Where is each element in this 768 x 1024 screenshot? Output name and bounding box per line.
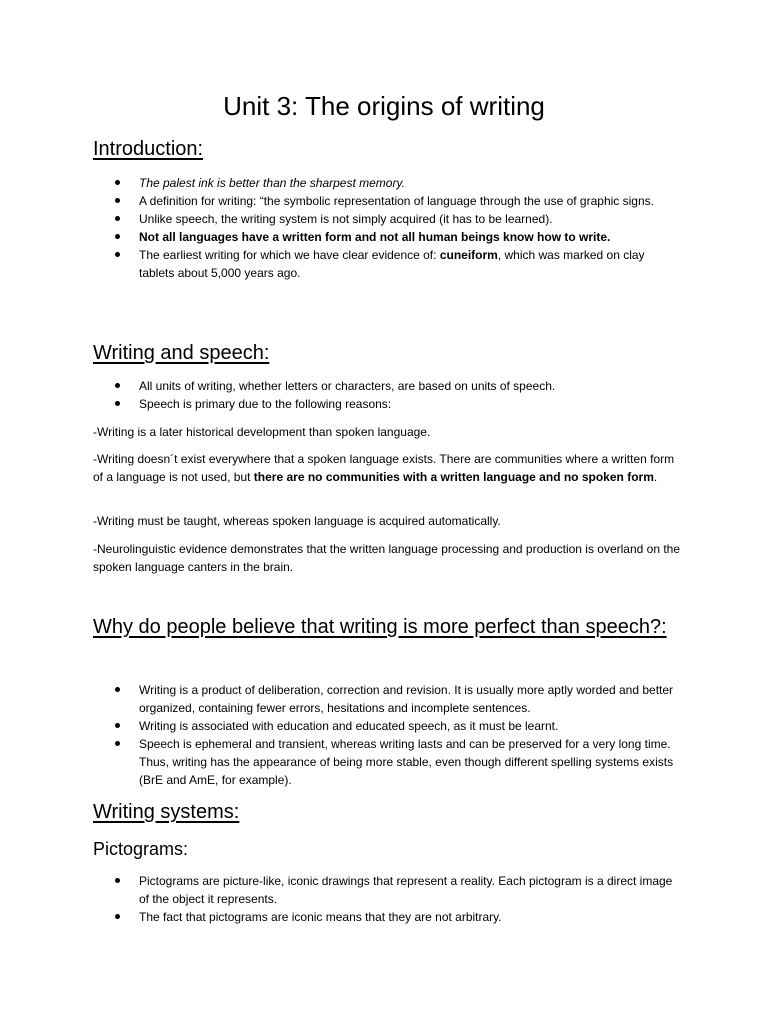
pictograms-list: [139, 872, 679, 926]
list-item-text: , which was marked on clay tablets about 5,000 years ago.: [139, 248, 645, 280]
list-item: Pictograms are picture-like, iconic drawings that represent a reality. Each pictogram is a direct image of the object it represents.: [139, 872, 679, 908]
section-heading-introduction: Introduction:: [93, 138, 204, 160]
why-list: [139, 681, 679, 789]
page-title: Unit 3: The origins of writing: [223, 91, 545, 121]
section-heading-writing-systems: Writing systems:: [93, 801, 240, 823]
paragraph: [93, 450, 683, 486]
list-item: Unlike speech, the writing system is not simply acquired (it has to be learned).: [139, 210, 679, 228]
paragraph: -Writing is a later historical development than spoken language.: [93, 425, 431, 439]
list-item: All units of writing, whether letters or characters, are based on units of speech.: [139, 377, 679, 395]
list-item: Speech is ephemeral and transient, whereas writing lasts and can be preserved for a very long time. Thus, writing has the appearance of being more stable, even though different spelling systems exists (BrE and AmE, for example).: [139, 735, 679, 789]
list-item: Writing is a product of deliberation, correction and revision. It is usually more aptly worded and better organized, containing fewer errors, hesitations and incomplete sentences.: [139, 681, 679, 717]
paragraph: -Writing must be taught, whereas spoken language is acquired automatically.: [93, 514, 501, 528]
paragraph: -Neurolinguistic evidence demonstrates that the written language processing and production is overland on the spoken language canters in the brain.: [93, 542, 681, 574]
list-item: A definition for writing: “the symbolic representation of language through the use of graphic signs.: [139, 192, 679, 210]
list-item: Not all languages have a written form and not all human beings know how to write.: [139, 228, 679, 246]
list-item-text: The earliest writing for which we have clear evidence of:: [139, 248, 440, 262]
introduction-list: [139, 174, 679, 282]
section-heading-writing-and-speech: Writing and speech:: [93, 342, 270, 364]
emphasis-text: cuneiform: [439, 248, 498, 262]
paragraph-text: -Writing doesn´t exist everywhere that a spoken language exists. There are communities where a written form of a language is not used, but: [93, 452, 675, 484]
emphasis-text: there are no communities with a written language and no spoken form: [253, 470, 654, 484]
paragraph-text: .: [653, 470, 658, 484]
list-item: [139, 246, 679, 282]
writing-speech-list: [139, 377, 679, 413]
list-item: Writing is associated with education and educated speech, as it must be learnt.: [139, 717, 679, 735]
section-heading-why-writing-more-perfect: Why do people believe that writing is more perfect than speech?:: [93, 616, 667, 638]
list-item: The fact that pictograms are iconic means that they are not arbitrary.: [139, 908, 679, 926]
list-item: The palest ink is better than the sharpest memory.: [139, 174, 679, 192]
subsection-heading-pictograms: Pictograms:: [93, 839, 189, 859]
list-item: Speech is primary due to the following reasons:: [139, 395, 679, 413]
